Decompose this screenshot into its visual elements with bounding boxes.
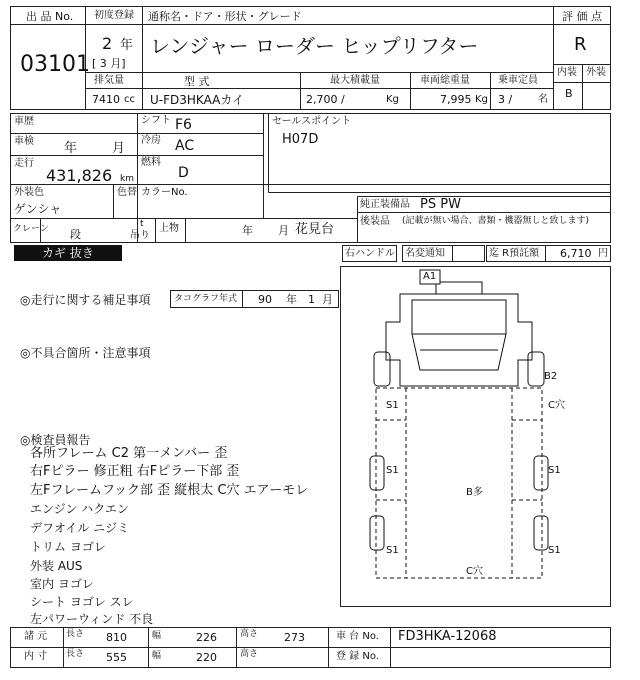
- tachograph-label: タコグラフ年式: [174, 294, 238, 304]
- interior-label: 内装: [557, 67, 577, 78]
- inspector-line: 左Fフレームフック部 歪 縦根太 C穴 エアーモレ: [30, 483, 309, 498]
- damage-mark-s1: S1: [548, 465, 561, 476]
- damage-mark-s1: S1: [386, 545, 399, 556]
- registration-label: 登 録 No.: [336, 651, 379, 662]
- mileage-unit: km: [120, 174, 134, 184]
- lot-label: 出 品 No.: [26, 10, 74, 23]
- sales-point-label: セールスポイント: [272, 116, 352, 127]
- std-equip-label: 純正装備品: [360, 199, 410, 210]
- key-status-text: カギ 抜き: [42, 246, 94, 260]
- sales-point-value: H07D: [282, 132, 319, 147]
- color-change-label: 色替: [117, 187, 137, 198]
- color-no-label: カラーNo.: [141, 187, 188, 198]
- interior-grade: B: [565, 87, 573, 100]
- tachograph-year: 90: [258, 293, 272, 306]
- displacement-label: 排気量: [94, 75, 124, 86]
- shift-label: シフト: [141, 115, 171, 126]
- recycle-label: 迄 R預託額: [489, 248, 540, 259]
- tachograph-year-unit: 年: [286, 293, 297, 306]
- model-code: U-FD3HKAAカイ: [150, 93, 244, 107]
- inner-length: 555: [106, 651, 127, 664]
- crane-hoist-label: 吊り: [130, 230, 150, 241]
- truck-diagram: [370, 270, 548, 578]
- aftermarket-label: 後装品: [360, 216, 390, 227]
- aftermarket-note: (記載が無い場合、書類・機器無しと致します): [402, 216, 590, 226]
- crane-label: クレーン: [13, 224, 49, 234]
- first-reg-label: 初度登録: [94, 10, 134, 21]
- inspector-line: エンジン ハクエン: [30, 502, 129, 516]
- fuel-value: D: [178, 165, 189, 181]
- ac-value: AC: [175, 138, 195, 154]
- fuel-label: 燃料: [141, 157, 161, 168]
- mount-label: 上物: [159, 223, 179, 234]
- ext-color-value: ゲンシャ: [14, 202, 62, 216]
- damage-mark-c-hole: C穴: [548, 400, 565, 411]
- inspector-line: トリム ヨゴレ: [30, 540, 106, 554]
- inner-dims-label: 内 寸: [24, 651, 48, 662]
- dims-label: 諸 元: [24, 631, 48, 642]
- key-status-badge: [14, 245, 122, 261]
- outer-width: 226: [196, 631, 217, 644]
- ext-color-label: 外装色: [14, 187, 44, 198]
- damage-mark-s1: S1: [386, 465, 399, 476]
- inspector-line: デフオイル ニジミ: [30, 521, 130, 535]
- vehicle-name: レンジャー ローダー ヒップリフター: [150, 34, 479, 58]
- inspector-line: 各所フレーム C2 第一メンバー 歪: [30, 446, 228, 461]
- tachograph-month-unit: 月: [322, 293, 333, 306]
- capacity-value: 3 /: [498, 93, 513, 106]
- capacity-unit: 名: [538, 94, 548, 105]
- mileage-label: 走行: [14, 158, 34, 169]
- inner-width: 220: [196, 651, 217, 664]
- gvw-value: 7,995: [440, 93, 472, 106]
- shaken-history-label: 車歴: [14, 116, 34, 127]
- payload-label: 最大積載量: [330, 75, 380, 86]
- inspector-title: ◎検査員報告: [20, 433, 91, 447]
- ac-label: 冷房: [141, 135, 161, 146]
- gvw-label: 車両総重量: [420, 75, 470, 86]
- outer-height: 273: [284, 631, 305, 644]
- inspector-line: シート ヨゴレ スレ: [30, 595, 134, 609]
- inspector-line: 左パワーウィンド 不良: [30, 612, 154, 626]
- damage-mark-c-hole: C穴: [466, 566, 483, 577]
- inspection-year-unit: 年: [64, 141, 78, 156]
- inspection-month-unit: 月: [112, 141, 126, 156]
- inspection-label: 車検: [14, 136, 34, 147]
- score-label: 評 価 点: [562, 10, 602, 23]
- payload-unit: Kg: [386, 94, 399, 105]
- first-reg-year-unit: 年: [120, 38, 134, 53]
- tachograph-month: 1: [308, 293, 315, 306]
- inspector-line: 右Fピラー 修正粗 右Fピラー下部 歪: [30, 464, 240, 479]
- outer-height-label: 高さ: [240, 629, 259, 639]
- displacement-value: 7410: [92, 93, 120, 106]
- inner-height-label: 高さ: [240, 649, 259, 659]
- damage-mark-b-many: B多: [466, 487, 483, 498]
- crane-ton-label: t: [140, 219, 144, 229]
- crane-stage-label: 段: [70, 228, 81, 241]
- displacement-unit: cc: [124, 94, 135, 105]
- damage-mark-s1: S1: [548, 545, 561, 556]
- recycle-unit: 円: [598, 248, 608, 259]
- chassis-label: 車 台 No.: [336, 631, 379, 642]
- inner-length-label: 長さ: [66, 649, 85, 659]
- inspector-line: 外装 AUS: [30, 559, 83, 573]
- damage-mark-s1: S1: [386, 400, 399, 411]
- inner-width-label: 幅: [152, 651, 162, 661]
- damage-mark-a1: A1: [423, 271, 437, 282]
- damage-mark-b2: B2: [544, 371, 558, 382]
- steering-badge: 右ハンドル: [345, 248, 395, 259]
- first-reg-month: [ 3 月]: [92, 57, 126, 70]
- name-change-label: 名変通知: [405, 248, 445, 259]
- chassis-number: FD3HKA-12068: [398, 629, 497, 644]
- lot-number: 03101: [20, 52, 90, 77]
- drive-notes-title: ◎走行に関する補足事項: [20, 293, 151, 307]
- capacity-label: 乗車定員: [498, 75, 538, 86]
- outer-width-label: 幅: [152, 631, 162, 641]
- mount-year-unit: 年: [242, 224, 253, 237]
- defects-title: ◎不具合箇所・注意事項: [20, 346, 151, 360]
- mileage-value: 431,826: [46, 166, 113, 185]
- payload-value: 2,700 /: [306, 93, 345, 106]
- shift-value: F6: [175, 117, 192, 133]
- model-header-label: 通称名・ドア・形状・グレード: [148, 10, 302, 23]
- recycle-value: 6,710: [560, 247, 592, 260]
- gvw-unit: Kg: [475, 94, 488, 105]
- outer-length: 810: [106, 631, 127, 644]
- type-label: 型 式: [184, 75, 210, 88]
- inspector-line: 室内 ヨゴレ: [30, 577, 94, 591]
- std-equip-value: PS PW: [420, 197, 461, 212]
- flower-stand-label: 花見台: [295, 222, 335, 237]
- exterior-label: 外装: [586, 67, 606, 78]
- first-reg-year: 2: [102, 34, 113, 53]
- score-value: R: [574, 34, 587, 55]
- outer-length-label: 長さ: [66, 629, 85, 639]
- mount-month-unit: 月: [278, 224, 289, 237]
